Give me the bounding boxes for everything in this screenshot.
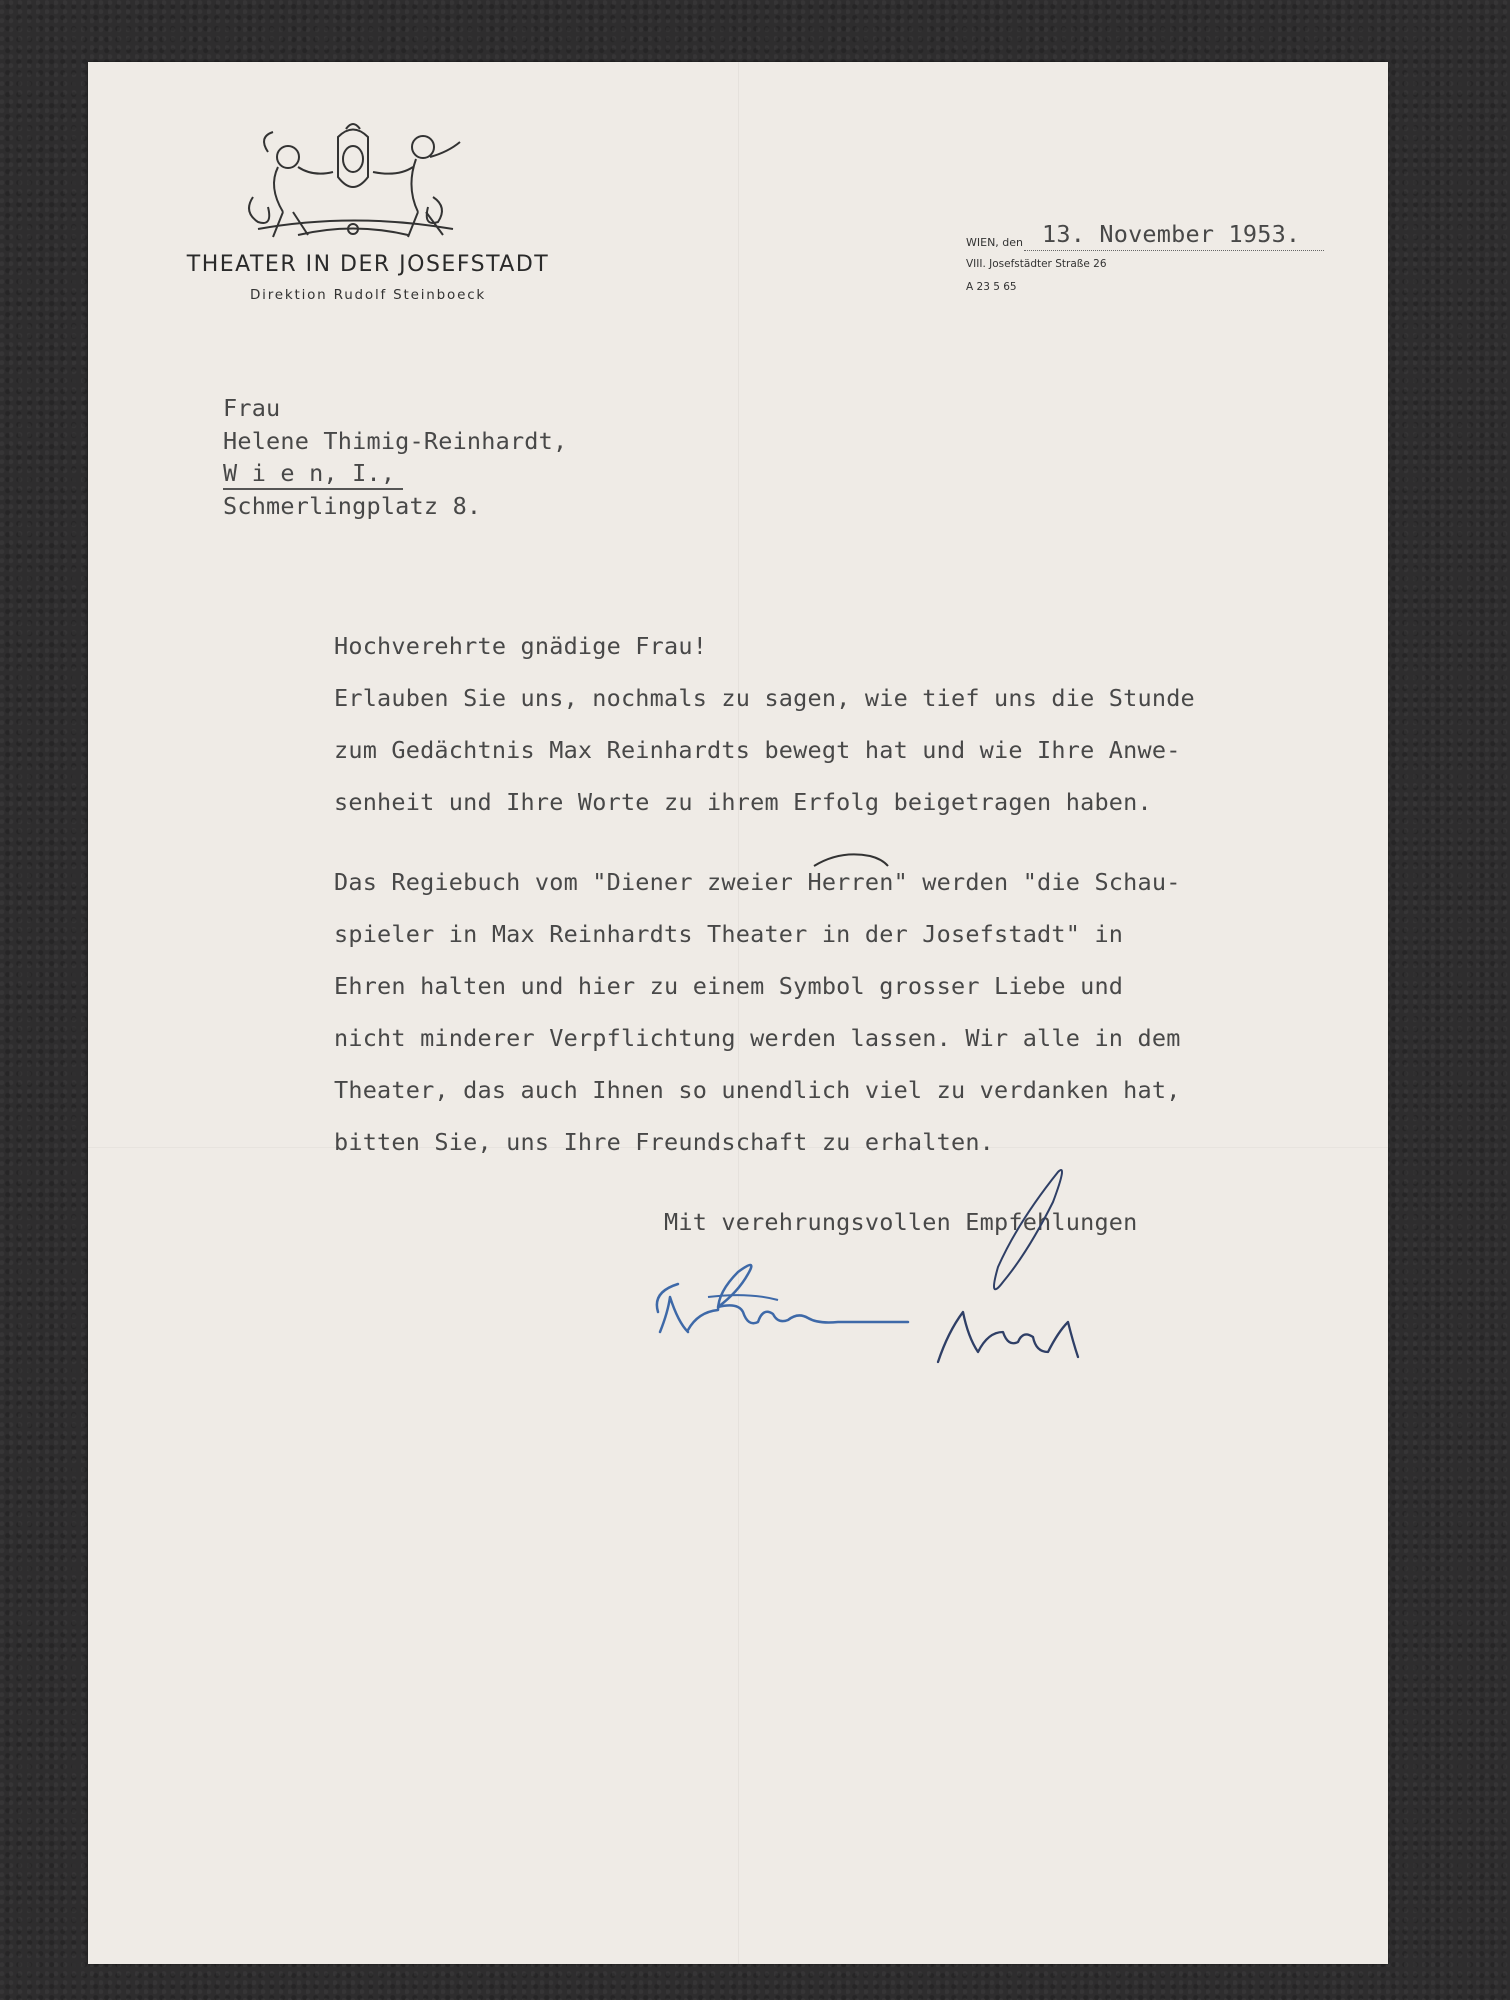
body-line: spieler in Max Reinhardts Theater in der Josefstadt" in	[334, 920, 1124, 948]
place-label: WIEN, den	[966, 236, 1024, 249]
body-line: Das Regiebuch vom "Diener zweier Herren" werden "die Schau-	[334, 868, 1181, 896]
body-line: zum Gedächtnis Max Reinhardts bewegt hat und wie Ihre Anwe-	[334, 736, 1181, 764]
letterhead-title: THEATER IN DER JOSEFSTADT	[186, 252, 550, 277]
body-line: Theater, das auch Ihnen so unendlich viel zu verdanken hat,	[334, 1076, 1181, 1104]
recipient-line: W i e n, I.,	[223, 459, 396, 487]
closing-line: Mit verehrungsvollen Empfehlungen	[664, 1208, 1138, 1236]
letter-page	[88, 62, 1388, 1964]
letterhead-subtitle: Direktion Rudolf Steinboeck	[249, 287, 487, 303]
salutation: Hochverehrte gnädige Frau!	[334, 632, 708, 660]
letterhead-phone: A 23 5 65	[966, 281, 1017, 293]
body-line: bitten Sie, uns Ihre Freundschaft zu erhalten.	[334, 1128, 995, 1156]
recipient-line: Helene Thimig-Reinhardt,	[223, 427, 568, 455]
recipient-line: Frau	[223, 394, 281, 422]
recipient-line: Schmerlingplatz 8.	[223, 492, 482, 520]
underline	[223, 488, 403, 490]
theater-crest-logo	[238, 117, 468, 247]
date-dotted-line	[1024, 250, 1324, 251]
body-line: Ehren halten und hier zu einem Symbol grosser Liebe und	[334, 972, 1124, 1000]
body-line: nicht minderer Verpflichtung werden lassen. Wir alle in dem	[334, 1024, 1181, 1052]
body-line: Erlauben Sie uns, nochmals zu sagen, wie tief uns die Stunde	[334, 684, 1195, 712]
letter-date: 13. November 1953.	[1042, 220, 1301, 248]
paper-fold-vertical	[738, 62, 739, 1964]
letterhead-street: VIII. Josefstädter Straße 26	[966, 258, 1107, 270]
handwritten-correction-mark	[810, 850, 900, 870]
handwritten-signature-dark	[908, 1162, 1108, 1382]
body-line: senheit und Ihre Worte zu ihrem Erfolg beigetragen haben.	[334, 788, 1152, 816]
